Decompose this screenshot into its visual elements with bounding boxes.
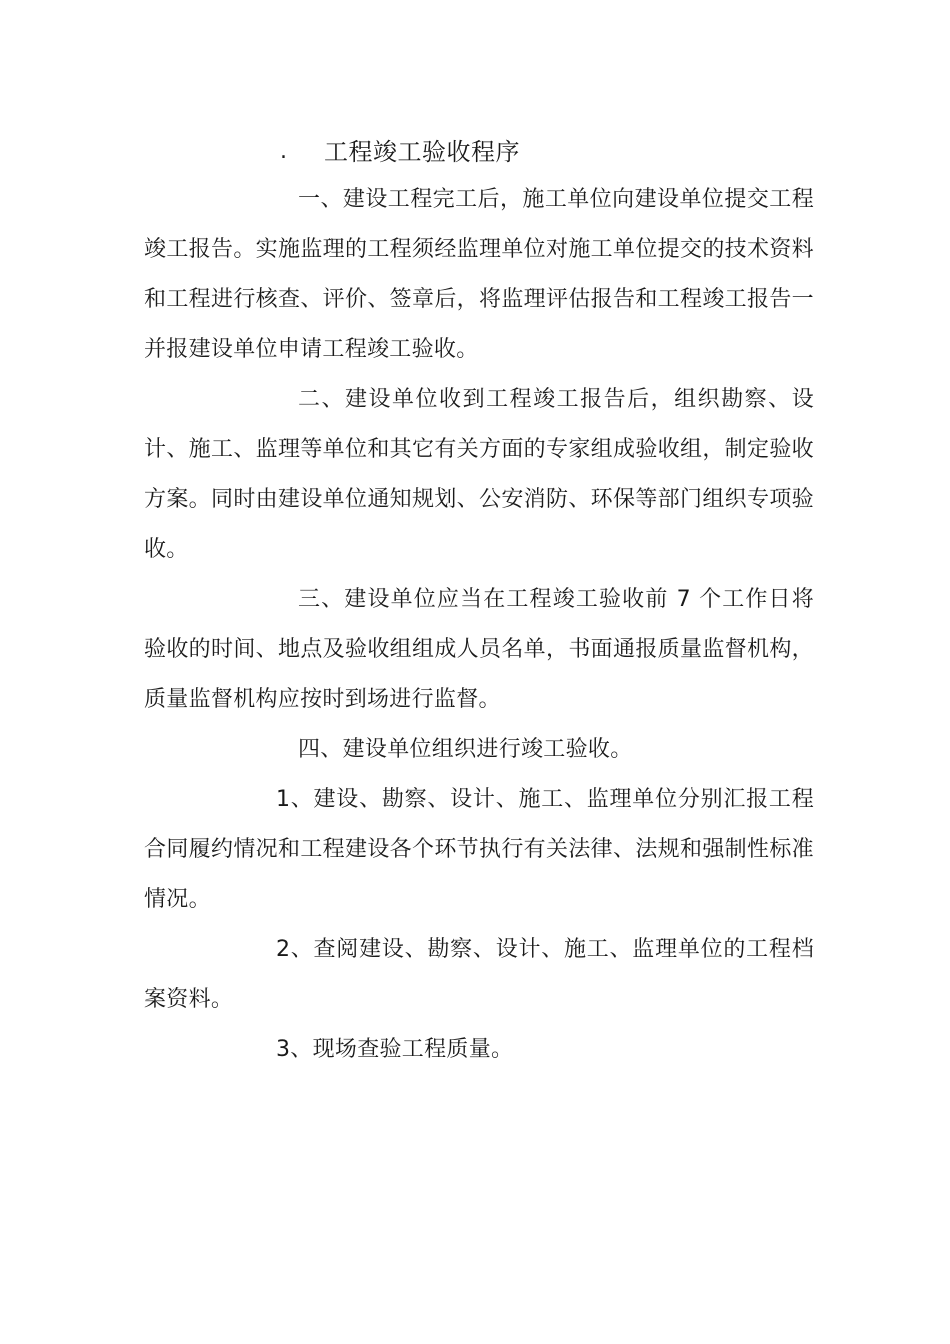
paragraph-2: 二、建设单位收到工程竣工报告后，组织勘察、设计、施工、监理等单位和其它有关方面的专家组成验收组，制定验收方案。同时由建设单位通知规划、公安消防、环保等部门组织专项验收。 (144, 387, 814, 562)
list-item-1: 1、建设、勘察、设计、施工、监理单位分别汇报工程合同履约情况和工程建设各个环节执行有关法律、法规和强制性标准情况。 (144, 787, 814, 912)
paragraph-4: 四、建设单位组织进行竣工验收。 (298, 737, 633, 762)
paragraph-3: 三、建设单位应当在工程竣工验收前 7 个工作日将验收的时间、地点及验收组组成人员名单，书面通报质量监督机构，质量监督机构应按时到场进行监督。 (144, 587, 814, 712)
list-item-2: 2、查阅建设、勘察、设计、施工、监理单位的工程档案资料。 (144, 937, 814, 1012)
paragraph-1: 一、建设工程完工后，施工单位向建设单位提交工程竣工报告。实施监理的工程须经监理单位对施工单位提交的技术资料和工程进行核查、评价、签章后，将监理评估报告和工程竣工报告一并报建设单位申请工程竣工验收。 (144, 187, 814, 362)
document-body (144, 175, 814, 1075)
title-marker: . (280, 139, 287, 164)
title-row (0, 130, 950, 174)
list-item-3: 3、现场查验工程质量。 (276, 1037, 514, 1062)
document-title: 工程竣工验收程序 (324, 138, 520, 166)
